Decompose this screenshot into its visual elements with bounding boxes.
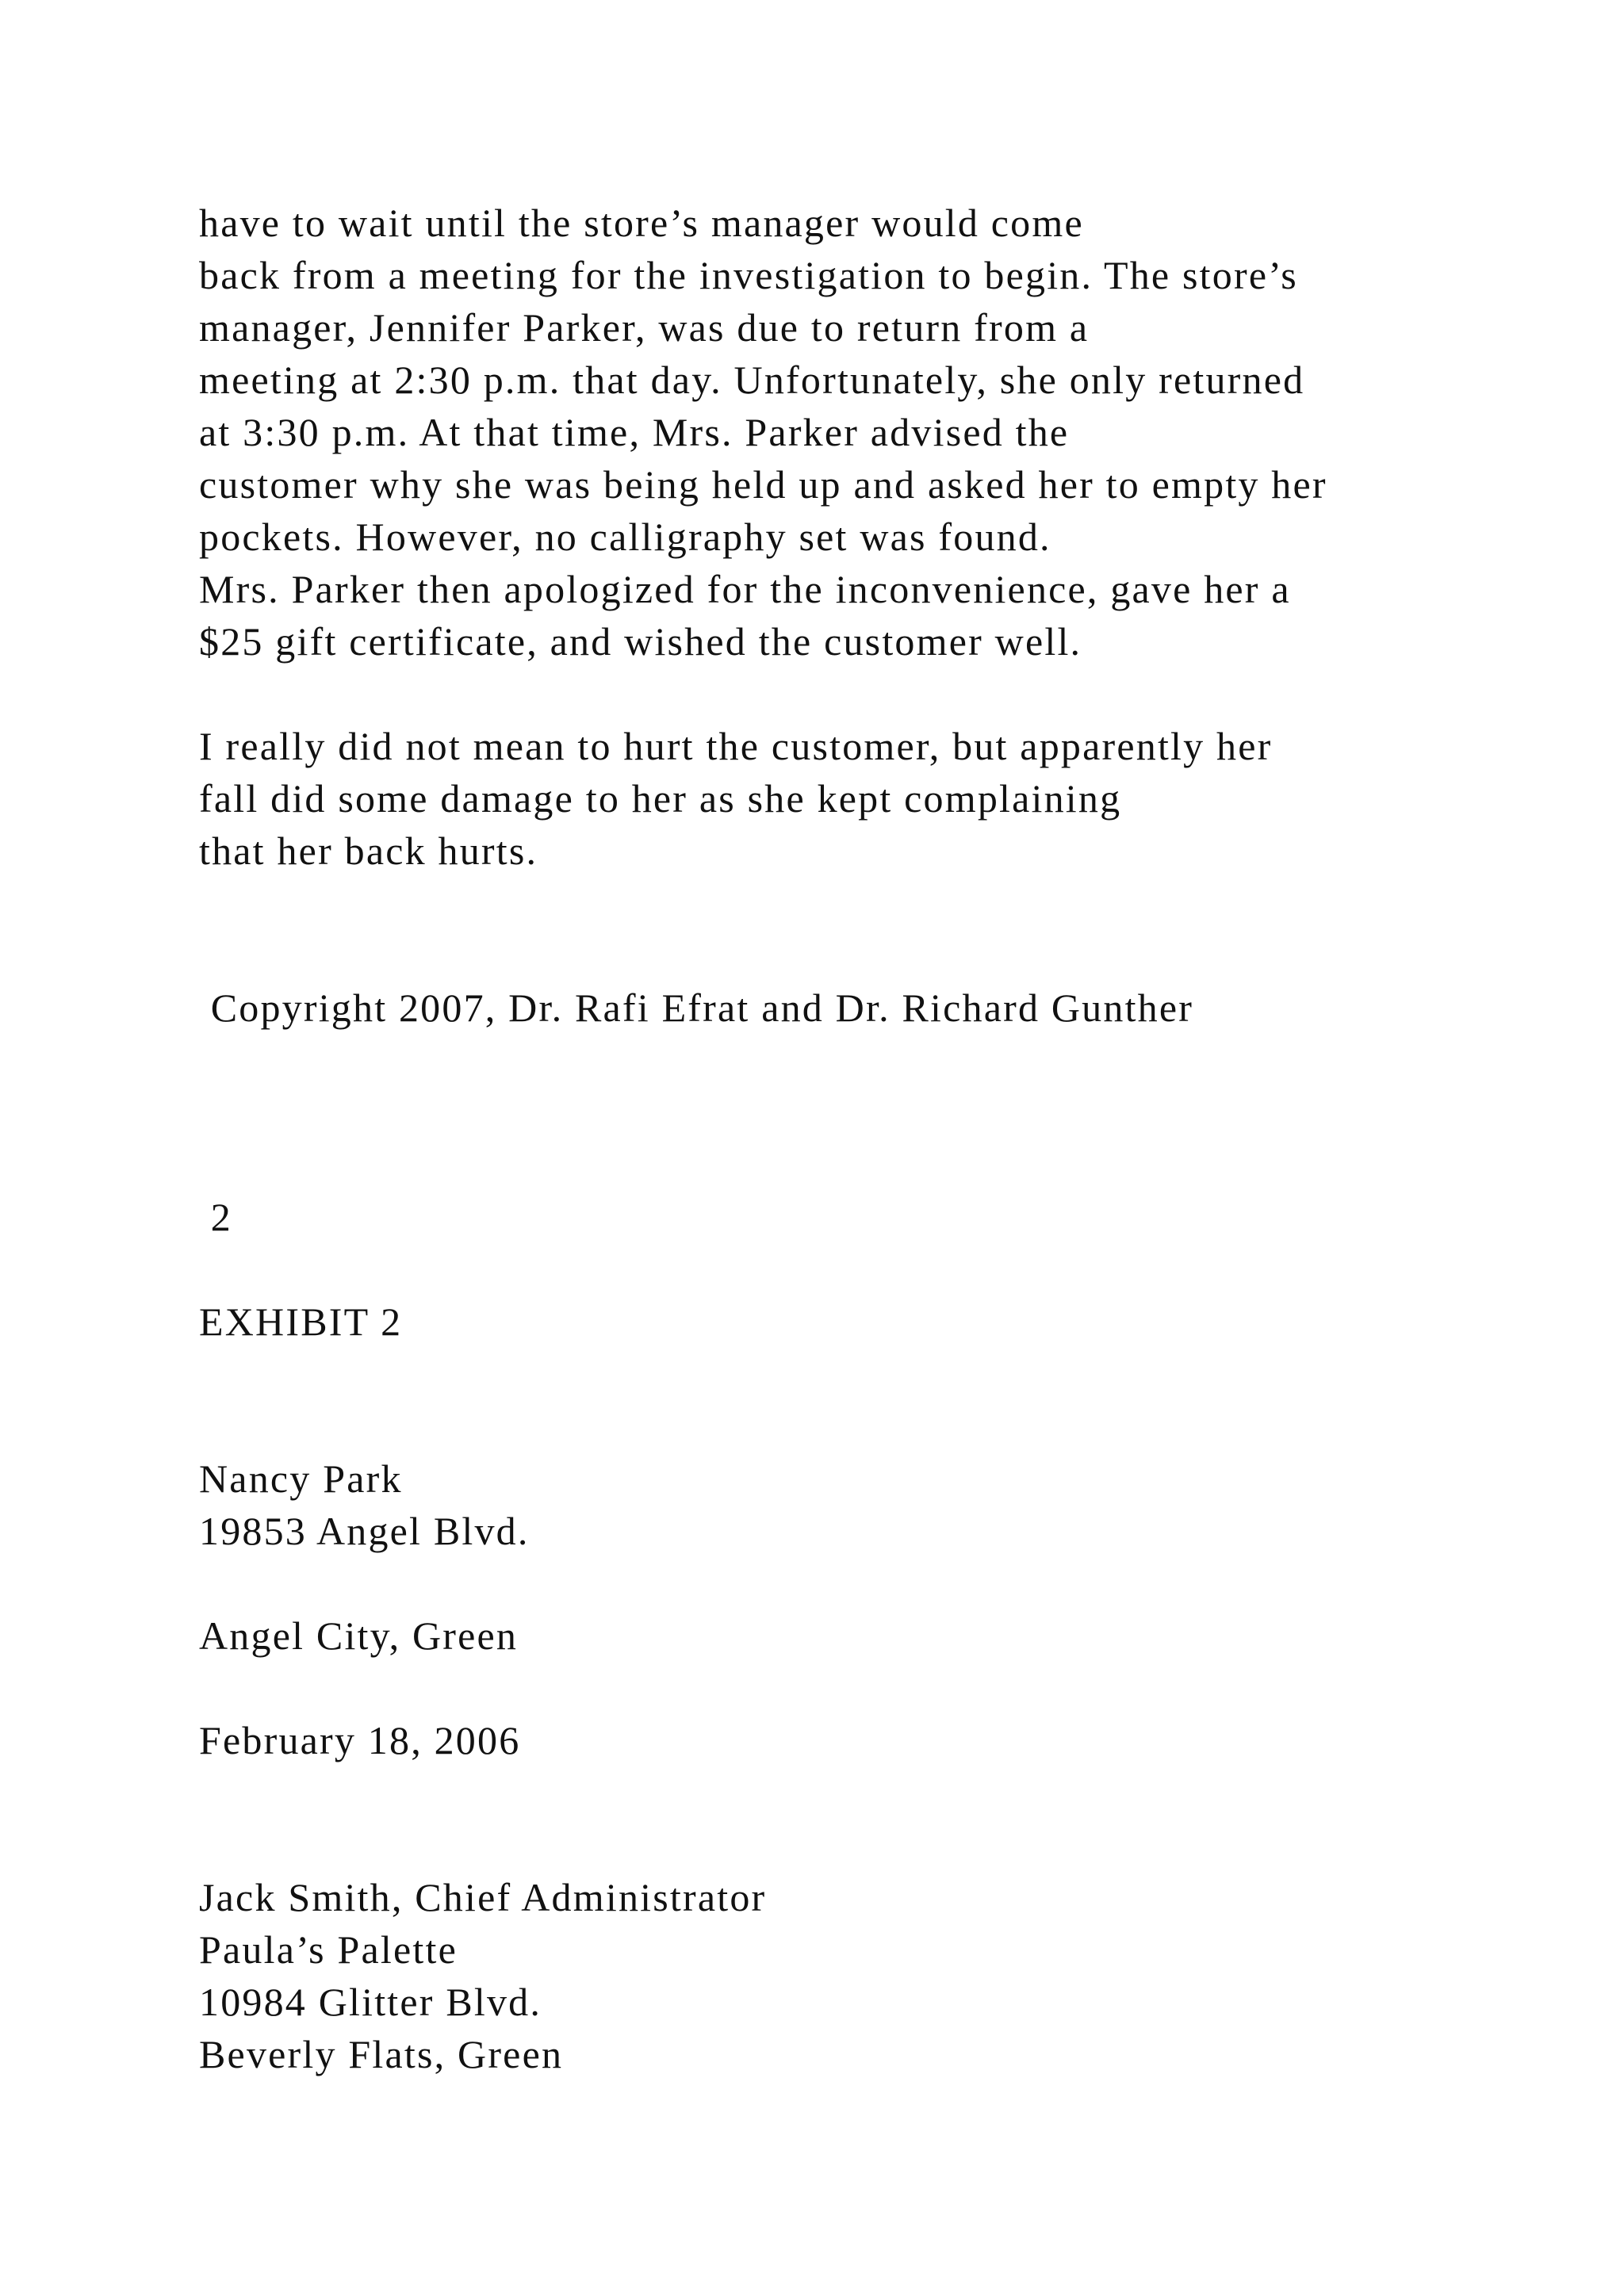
body-text-line: I really did not mean to hurt the customer, but apparently her [199,724,1273,768]
recipient-city: Beverly Flats, Green [199,2032,564,2076]
sender-street: 19853 Angel Blvd. [199,1509,530,1553]
body-text-line: customer why she was being held up and asked her to empty her [199,462,1327,507]
body-text-line: at 3:30 p.m. At that time, Mrs. Parker advised the [199,410,1070,454]
body-text-line: pockets. However, no calligraphy set was found. [199,515,1051,559]
recipient-name: Jack Smith, Chief Administrator [199,1875,767,1919]
body-text-line: have to wait until the store’s manager would come [199,201,1084,245]
copyright-notice: Copyright 2007, Dr. Rafi Efrat and Dr. Richard Gunther [199,985,1194,1030]
body-text-line: Mrs. Parker then apologized for the inconvenience, gave her a [199,567,1291,611]
recipient-street: 10984 Glitter Blvd. [199,1980,542,2024]
body-text-line: manager, Jennifer Parker, was due to return from a [199,305,1090,350]
sender-city: Angel City, Green [199,1613,519,1658]
letter-date: February 18, 2006 [199,1718,521,1762]
body-text-line: back from a meeting for the investigation to begin. The store’s [199,253,1298,297]
page-number: 2 [199,1195,232,1239]
body-text-line: that her back hurts. [199,828,538,873]
body-text-line: $25 gift certificate, and wished the customer well. [199,619,1082,664]
sender-name: Nancy Park [199,1456,403,1501]
body-text-line: meeting at 2:30 p.m. that day. Unfortunately, she only returned [199,358,1305,402]
body-text-line: fall did some damage to her as she kept complaining [199,776,1122,821]
exhibit-title: EXHIBIT 2 [199,1299,403,1344]
recipient-company: Paula’s Palette [199,1927,458,1972]
